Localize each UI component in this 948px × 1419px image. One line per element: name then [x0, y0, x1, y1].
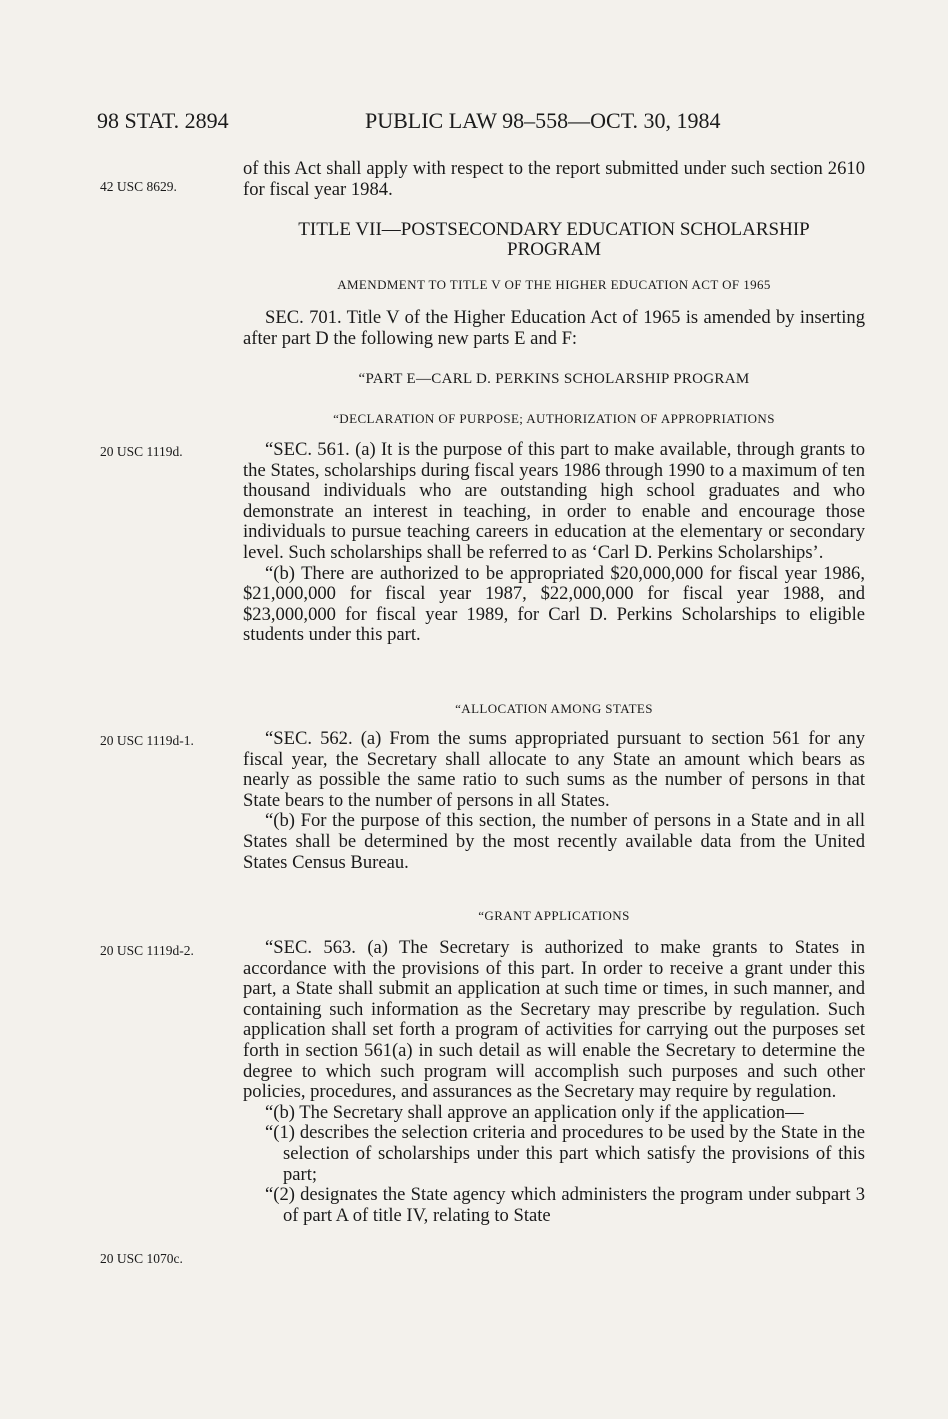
body-p0: [243, 159, 865, 200]
statute-page-ref: 98 STAT. 2894: [97, 108, 229, 133]
declaration-heading-block: [243, 409, 865, 430]
grant-applications-heading: “GRANT APPLICATIONS: [478, 908, 630, 923]
sec-701-paragraph: SEC. 701. Title V of the Higher Education Act of 1965 is amended by inserting after part D the following new parts E and F:: [243, 307, 865, 349]
part-e-block: [243, 369, 865, 390]
margin-note-20usc1119d-2: 20 USC 1119d-2.: [100, 943, 194, 958]
sec561-block: [243, 440, 865, 646]
sec562-block: [243, 729, 865, 873]
grant-heading-block: [243, 906, 865, 927]
sec563-block: [243, 938, 865, 1226]
sec701-block: [243, 308, 865, 349]
allocation-heading-block: [243, 699, 865, 720]
sec-561a-paragraph: “SEC. 561. (a) It is the purpose of this part to make available, through grants to the States, scholarships during fiscal years 1986 through 1990 to a maximum of ten thousand individuals who are outstanding high school graduates and who demonstrate an interest in teaching, in order to enable and encourage those individuals to pursue teaching careers in education at the elementary or secondary level. Such scholarships shall be referred to as ‘Carl D. Perkins Scholarships’.: [243, 439, 865, 563]
amendment-heading: AMENDMENT TO TITLE V OF THE HIGHER EDUCATION ACT OF 1965: [337, 277, 771, 292]
public-law-heading: PUBLIC LAW 98–558—OCT. 30, 1984: [365, 108, 721, 133]
continuation-paragraph: of this Act shall apply with respect to the report submitted under such section 2610 for fiscal year 1984.: [243, 158, 865, 200]
margin-note-20usc1070c: 20 USC 1070c.: [100, 1251, 183, 1266]
margin-note-20usc1119d: 20 USC 1119d.: [100, 444, 183, 459]
sec-563a-paragraph: “SEC. 563. (a) The Secretary is authorized to make grants to States in accordance with the provisions of this part. In order to receive a grant under this part, a State shall submit an application at such time or times, in such manner, and containing such information as the Secretary may prescribe by regulation. Such application shall set forth a program of activities for carrying out the purposes set forth in section 561(a) in such detail as will enable the Secretary to determine the degree to which such program will accomplish such purposes and such other policies, procedures, and assurances as the Secretary may require by regulation.: [243, 937, 865, 1103]
part-e-heading: “PART E—CARL D. PERKINS SCHOLARSHIP PROGRAM: [358, 371, 750, 387]
declaration-heading: “DECLARATION OF PURPOSE; AUTHORIZATION OF APPROPRIATIONS: [333, 411, 775, 426]
sec-562b-paragraph: “(b) For the purpose of this section, the number of persons in a State and in all States shall be determined by the most recently available data from the United States Census Bureau.: [243, 810, 865, 873]
title-vii-heading: TITLE VII—POSTSECONDARY EDUCATION SCHOLARSHIP PROGRAM: [298, 219, 810, 260]
margin-note-42usc8629: 42 USC 8629.: [100, 179, 177, 194]
sec-562a-paragraph: “SEC. 562. (a) From the sums appropriated pursuant to section 561 for any fiscal year, the Secretary shall allocate to any State an amount which bears as nearly as possible the same ratio to such sums as the number of persons in that State bears to the number of persons in all States.: [243, 728, 865, 811]
amendment-heading-block: [243, 275, 865, 296]
sec-563b-paragraph: “(b) The Secretary shall approve an application only if the application—: [265, 1101, 804, 1123]
item-2-paragraph: “(2) designates the State agency which administers the program under subpart 3 of part A of title IV, relating to State: [265, 1184, 865, 1226]
margin-note-20usc1119d-1: 20 USC 1119d-1.: [100, 733, 194, 748]
title-block: [243, 220, 865, 260]
page-header: [97, 108, 857, 138]
item-1-paragraph: “(1) describes the selection criteria and procedures to be used by the State in the selection of scholarships under this part which satisfy the provisions of this part;: [265, 1122, 865, 1185]
allocation-heading: “ALLOCATION AMONG STATES: [455, 701, 653, 716]
sec-561b-paragraph: “(b) There are authorized to be appropriated $20,000,000 for fiscal year 1986, $21,000,000 for fiscal year 1987, $22,000,000 for fiscal year 1988, and $23,000,000 for fiscal year 1989, for Carl D. Perkins Scholarships to eligible students under this part.: [243, 562, 865, 646]
